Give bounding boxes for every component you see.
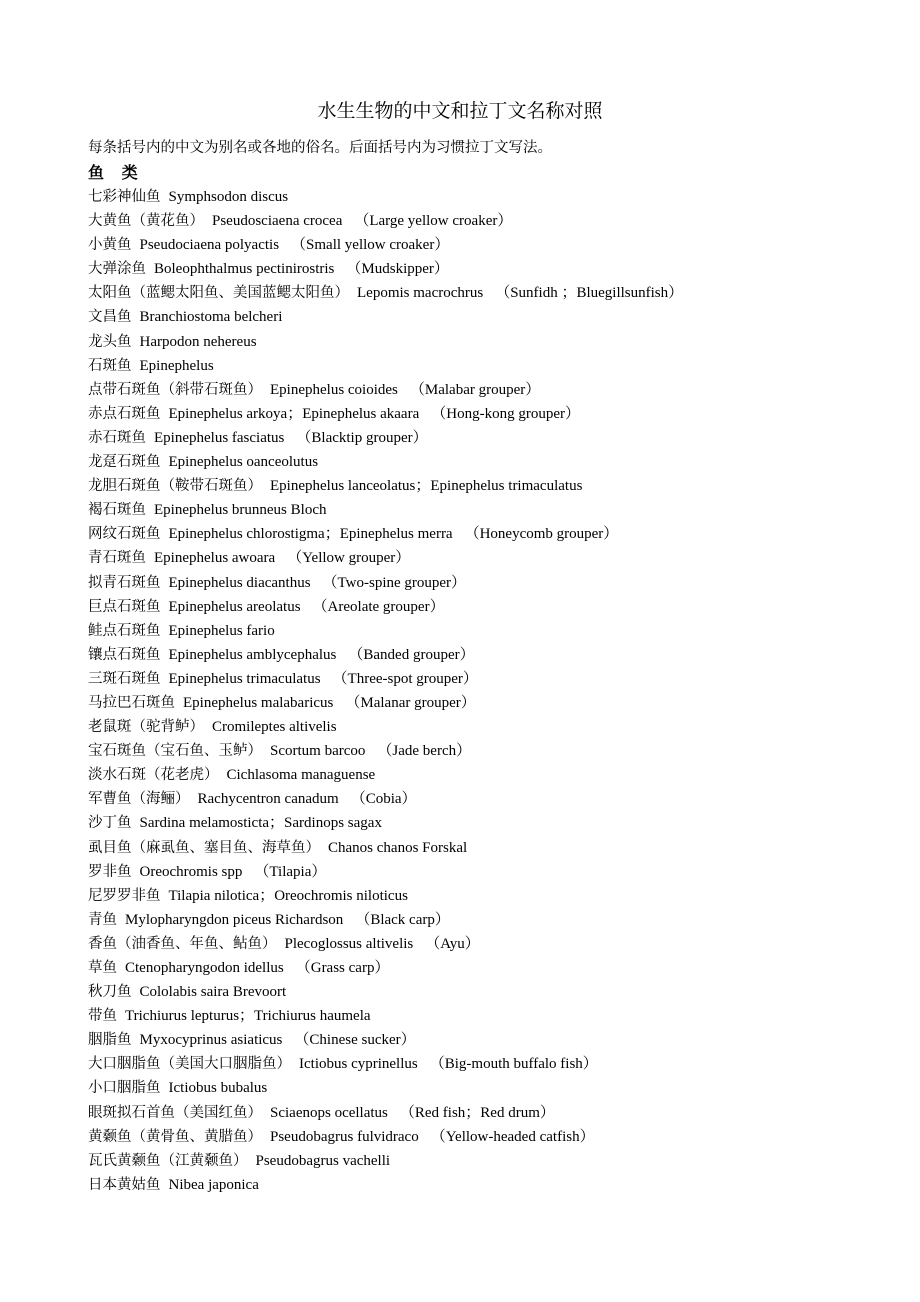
english-name: （Malanar grouper） bbox=[345, 694, 476, 711]
list-item bbox=[88, 884, 683, 908]
latin-name: Harpodon nehereus bbox=[139, 333, 257, 350]
latin-name: Epinephelus diacanthus bbox=[168, 574, 311, 591]
english-name: （Big-mouth buffalo fish） bbox=[429, 1056, 598, 1073]
chinese-name: 三斑石斑鱼 bbox=[88, 670, 161, 687]
english-name: （Black carp） bbox=[355, 911, 450, 928]
latin-name: Pseudosciaena crocea bbox=[212, 213, 343, 230]
latin-name: Mylopharyngdon piceus Richardson bbox=[125, 911, 344, 928]
list-item bbox=[88, 932, 683, 956]
chinese-name: 龙趸石斑鱼 bbox=[88, 454, 161, 471]
chinese-name: 罗非鱼 bbox=[88, 863, 132, 880]
english-name: （Two-spine grouper） bbox=[322, 574, 467, 591]
latin-name: Tilapia nilotica；Oreochromis niloticus bbox=[168, 887, 408, 904]
chinese-name: 小口胭脂鱼 bbox=[88, 1080, 161, 1097]
chinese-name: 黄颡鱼（黄骨鱼、黄腊鱼） bbox=[88, 1128, 262, 1145]
list-item bbox=[88, 185, 683, 209]
latin-name: Epinephelus awoara bbox=[154, 550, 276, 567]
list-item bbox=[88, 1052, 683, 1076]
section-heading-fish: 鱼 类 bbox=[88, 163, 144, 182]
chinese-name: 青石斑鱼 bbox=[88, 550, 146, 567]
latin-name: Pseudobagrus vachelli bbox=[255, 1152, 391, 1169]
english-name: （Banded grouper） bbox=[348, 646, 475, 663]
list-item bbox=[88, 619, 683, 643]
list-item bbox=[88, 1076, 683, 1100]
latin-name: Cololabis saira Brevoort bbox=[139, 984, 287, 1001]
list-item bbox=[88, 860, 683, 884]
english-name: （Mudskipper） bbox=[346, 261, 449, 278]
latin-name: Ictiobus cyprinellus bbox=[299, 1056, 418, 1073]
list-item bbox=[88, 1173, 683, 1197]
list-item bbox=[88, 498, 683, 522]
latin-name: Cromileptes altivelis bbox=[212, 719, 337, 736]
english-name: （Areolate grouper） bbox=[312, 598, 445, 615]
chinese-name: 宝石斑鱼（宝石鱼、玉鲈） bbox=[88, 743, 262, 760]
species-list bbox=[88, 185, 683, 1197]
latin-name: Sardina melamosticta；Sardinops sagax bbox=[139, 815, 382, 832]
list-item bbox=[88, 546, 683, 570]
chinese-name: 石斑鱼 bbox=[88, 357, 132, 374]
chinese-name: 沙丁鱼 bbox=[88, 815, 132, 832]
list-item bbox=[88, 1101, 683, 1125]
latin-name: Pseudociaena polyactis bbox=[139, 237, 280, 254]
chinese-name: 瓦氏黄颡鱼（江黄颡鱼） bbox=[88, 1152, 248, 1169]
english-name: （Tilapia） bbox=[254, 863, 327, 880]
list-item bbox=[88, 1149, 683, 1173]
chinese-name: 秋刀鱼 bbox=[88, 984, 132, 1001]
latin-name: Epinephelus brunneus Bloch bbox=[154, 502, 327, 519]
chinese-name: 巨点石斑鱼 bbox=[88, 598, 161, 615]
latin-name: Epinephelus arkoya；Epinephelus akaara bbox=[168, 405, 420, 422]
chinese-name: 鲑点石斑鱼 bbox=[88, 622, 161, 639]
list-item bbox=[88, 691, 683, 715]
list-item bbox=[88, 667, 683, 691]
latin-name: Epinephelus oanceolutus bbox=[168, 454, 319, 471]
list-item bbox=[88, 209, 683, 233]
english-name: （Grass carp） bbox=[295, 960, 390, 976]
latin-name: Rachycentron canadum bbox=[197, 791, 339, 808]
list-item bbox=[88, 739, 683, 763]
list-item bbox=[88, 1004, 683, 1028]
english-name: （Large yellow croaker） bbox=[354, 213, 513, 230]
list-item bbox=[88, 522, 683, 546]
chinese-name: 军曹鱼（海鲡） bbox=[88, 791, 190, 808]
english-name: （Jade berch） bbox=[377, 743, 472, 760]
latin-name: Epinephelus amblycephalus bbox=[168, 646, 337, 663]
chinese-name: 眼斑拟石首鱼（美国红鱼） bbox=[88, 1104, 262, 1121]
latin-name: Epinephelus trimaculatus bbox=[168, 670, 321, 687]
english-name: （Cobia） bbox=[350, 791, 417, 808]
chinese-name: 七彩神仙鱼 bbox=[88, 189, 161, 205]
chinese-name: 褐石斑鱼 bbox=[88, 502, 146, 519]
latin-name: Lepomis macrochrus bbox=[357, 285, 484, 302]
list-item bbox=[88, 450, 683, 474]
chinese-name: 马拉巴石斑鱼 bbox=[88, 694, 175, 711]
list-item bbox=[88, 474, 683, 498]
list-item bbox=[88, 257, 683, 281]
list-item bbox=[88, 330, 683, 354]
latin-name: Branchiostoma belcheri bbox=[139, 309, 283, 326]
latin-name: Sciaenops ocellatus bbox=[270, 1104, 388, 1121]
latin-name: Symphsodon discus bbox=[168, 189, 289, 205]
list-item bbox=[88, 811, 683, 835]
list-item bbox=[88, 956, 683, 980]
latin-name: Boleophthalmus pectinirostris bbox=[154, 261, 335, 278]
english-name: （Malabar grouper） bbox=[409, 381, 541, 398]
chinese-name: 太阳鱼（蓝鳃太阳鱼、美国蓝鳃太阳鱼） bbox=[88, 285, 349, 302]
latin-name: Epinephelus coioides bbox=[270, 381, 398, 398]
chinese-name: 龙胆石斑鱼（鞍带石斑鱼） bbox=[88, 478, 262, 495]
list-item bbox=[88, 281, 683, 305]
english-name: （Sunfidh ；Bluegillsunfish） bbox=[495, 285, 684, 302]
chinese-name: 香鱼（油香鱼、年鱼、鲇鱼） bbox=[88, 935, 277, 952]
chinese-name: 龙头鱼 bbox=[88, 333, 132, 350]
list-item bbox=[88, 787, 683, 811]
chinese-name: 胭脂鱼 bbox=[88, 1032, 132, 1049]
english-name: （Yellow-headed catfish） bbox=[430, 1128, 595, 1145]
list-item bbox=[88, 908, 683, 932]
english-name: （Hong-kong grouper） bbox=[431, 405, 580, 422]
list-item bbox=[88, 1125, 683, 1149]
latin-name: Myxocyprinus asiaticus bbox=[139, 1032, 283, 1049]
chinese-name: 大弹涂鱼 bbox=[88, 261, 146, 278]
english-name: （Blacktip grouper） bbox=[296, 429, 428, 446]
latin-name: Epinephelus fario bbox=[168, 622, 275, 639]
list-item bbox=[88, 354, 683, 378]
latin-name: Chanos chanos Forskal bbox=[328, 839, 468, 856]
chinese-name: 文昌鱼 bbox=[88, 309, 132, 326]
english-name: （Red fish；Red drum） bbox=[399, 1104, 555, 1121]
list-item bbox=[88, 715, 683, 739]
latin-name: Trichiurus lepturus；Trichiurus haumela bbox=[125, 1008, 371, 1025]
chinese-name: 日本黄姑鱼 bbox=[88, 1176, 161, 1193]
list-item bbox=[88, 763, 683, 787]
list-item bbox=[88, 305, 683, 329]
english-name: （Small yellow croaker） bbox=[291, 237, 450, 254]
chinese-name: 大口胭脂鱼（美国大口胭脂鱼） bbox=[88, 1056, 291, 1073]
english-name: （Yellow grouper） bbox=[287, 550, 411, 567]
chinese-name: 网纹石斑鱼 bbox=[88, 526, 161, 543]
chinese-name: 大黄鱼（黄花鱼） bbox=[88, 213, 204, 230]
chinese-name: 淡水石斑（花老虎） bbox=[88, 767, 219, 784]
latin-name: Pseudobagrus fulvidraco bbox=[270, 1128, 419, 1145]
chinese-name: 点带石斑鱼（斜带石斑鱼） bbox=[88, 381, 262, 398]
chinese-name: 青鱼 bbox=[88, 911, 117, 928]
chinese-name: 拟青石斑鱼 bbox=[88, 574, 161, 591]
latin-name: Nibea japonica bbox=[168, 1176, 259, 1193]
latin-name: Cichlasoma managuense bbox=[226, 767, 376, 784]
latin-name: Epinephelus fasciatus bbox=[154, 429, 285, 446]
chinese-name: 镶点石斑鱼 bbox=[88, 646, 161, 663]
latin-name: Epinephelus malabaricus bbox=[183, 694, 334, 711]
chinese-name: 赤点石斑鱼 bbox=[88, 405, 161, 422]
chinese-name: 老鼠斑（驼背鲈） bbox=[88, 719, 204, 736]
latin-name: Epinephelus chlorostigma；Epinephelus merra bbox=[168, 526, 453, 543]
latin-name: Epinephelus bbox=[139, 357, 214, 374]
list-item bbox=[88, 571, 683, 595]
chinese-name: 尼罗罗非鱼 bbox=[88, 887, 161, 904]
english-name: （Ayu） bbox=[425, 935, 480, 952]
english-name: （Honeycomb grouper） bbox=[464, 526, 619, 543]
latin-name: Epinephelus lanceolatus；Epinephelus trimaculatus bbox=[270, 478, 583, 495]
list-item bbox=[88, 980, 683, 1004]
english-name: （Three-spot grouper） bbox=[332, 670, 478, 687]
latin-name: Epinephelus areolatus bbox=[168, 598, 301, 615]
list-item bbox=[88, 1028, 683, 1052]
list-item bbox=[88, 233, 683, 257]
chinese-name: 小黄鱼 bbox=[88, 237, 132, 254]
chinese-name: 带鱼 bbox=[88, 1008, 117, 1025]
list-item bbox=[88, 643, 683, 667]
latin-name: Ictiobus bubalus bbox=[168, 1080, 268, 1097]
latin-name: Scortum barcoo bbox=[270, 743, 366, 760]
list-item bbox=[88, 595, 683, 619]
chinese-name: 草鱼 bbox=[88, 960, 117, 976]
latin-name: Oreochromis spp bbox=[139, 863, 243, 880]
document-title: 水生生物的中文和拉丁文名称对照 bbox=[317, 100, 603, 122]
latin-name: Ctenopharyngodon idellus bbox=[125, 960, 284, 976]
list-item bbox=[88, 378, 683, 402]
intro-text: 每条括号内的中文为别名或各地的俗名。后面括号内为习惯拉丁文写法。 bbox=[88, 140, 552, 156]
list-item bbox=[88, 426, 683, 450]
latin-name: Plecoglossus altivelis bbox=[284, 935, 414, 952]
english-name: （Chinese sucker） bbox=[294, 1032, 416, 1049]
list-item bbox=[88, 836, 683, 860]
chinese-name: 赤石斑鱼 bbox=[88, 429, 146, 446]
list-item bbox=[88, 402, 683, 426]
chinese-name: 虱目鱼（麻虱鱼、塞目鱼、海草鱼） bbox=[88, 839, 320, 856]
